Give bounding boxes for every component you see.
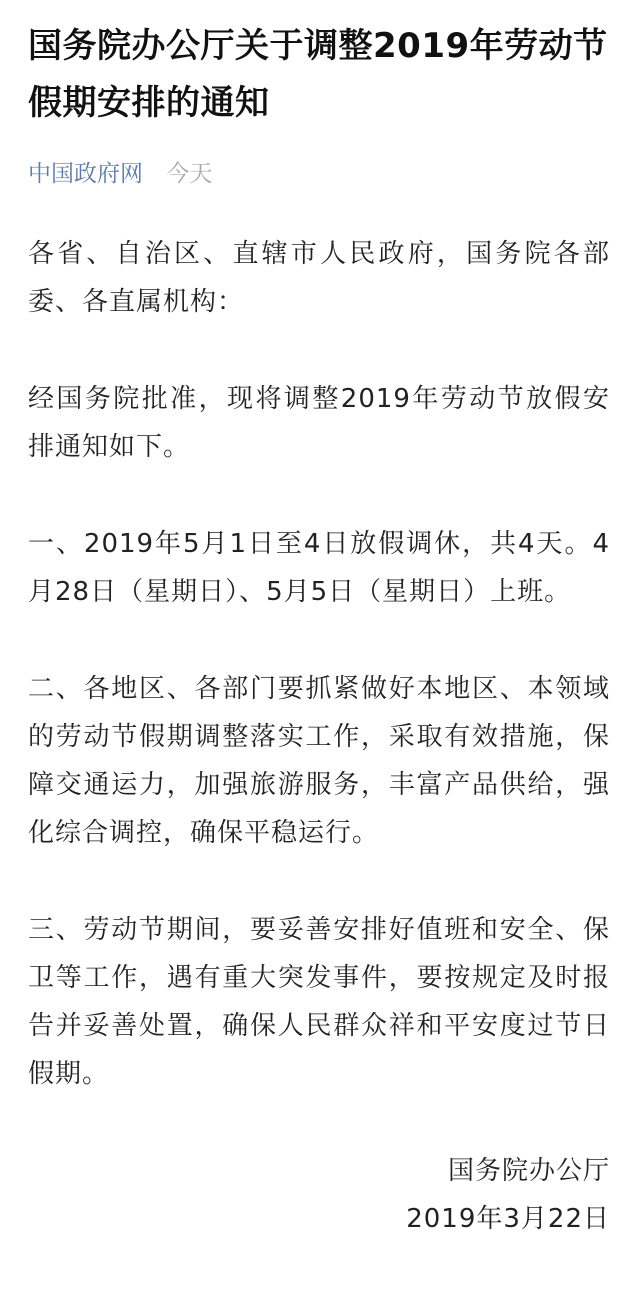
salutation-paragraph: 各省、自治区、直辖市人民政府，国务院各部委、各直属机构： <box>28 239 610 317</box>
publish-date: 今天 <box>166 161 213 187</box>
signature-block <box>28 1147 610 1243</box>
item-one-paragraph: 一、2019年5月1日至4日放假调休，共4天。4月28日（星期日）、5月5日（星期日）上班。 <box>28 529 610 607</box>
issue-date: 2019年3月22日 <box>406 1204 610 1234</box>
item-three-paragraph: 三、劳动节期间，要妥善安排好值班和安全、保卫等工作，遇有重大突发事件，要按规定及时报告并妥善处置，确保人民群众祥和平安度过节日假期。 <box>28 915 610 1089</box>
issuer-name: 国务院办公厅 <box>447 1156 610 1186</box>
item-two-paragraph: 二、各地区、各部门要抓紧做好本地区、本领域的劳动节假期调整落实工作，采取有效措施，保障交通运力，加强旅游服务，丰富产品供给，强化综合调控，确保平稳运行。 <box>28 674 610 848</box>
intro-paragraph: 经国务院批准，现将调整2019年劳动节放假安排通知如下。 <box>28 384 610 462</box>
source-link[interactable]: 中国政府网 <box>28 161 143 187</box>
article-title: 国务院办公厅关于调整2019年劳动节假期安排的通知 <box>28 26 608 123</box>
article-body <box>28 230 610 1098</box>
article-meta <box>28 158 610 190</box>
